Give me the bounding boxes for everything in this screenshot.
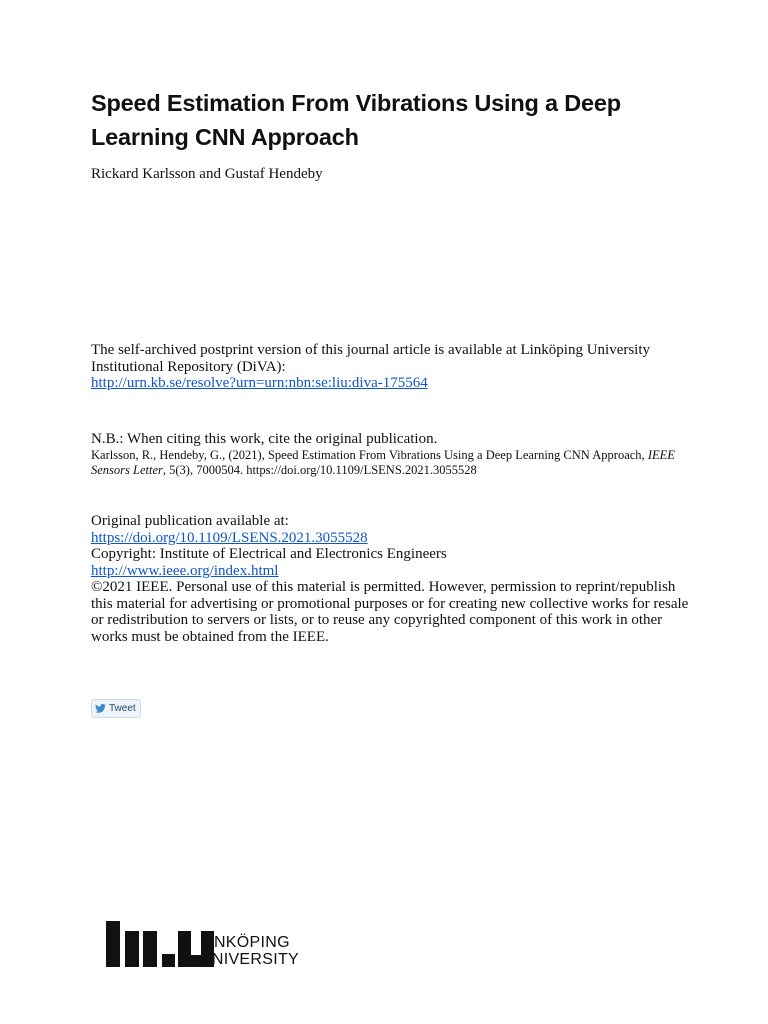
university-name	[200, 934, 299, 968]
copyright-line: Copyright: Institute of Electrical and Electronics Engineers	[91, 546, 447, 562]
citation-note: N.B.: When citing this work, cite the original publication.	[91, 431, 438, 447]
doi-link[interactable]: https://doi.org/10.1109/LSENS.2021.3055528	[91, 529, 368, 546]
university-name-line1: LINKÖPING	[200, 934, 290, 951]
citation-ref-start: Karlsson, R., Hendeby, G., (2021), Speed Estimation From Vibrations Using a Deep Learning CNN Approach,	[91, 447, 648, 462]
citation-section	[91, 431, 691, 478]
availability-section	[91, 342, 691, 392]
logo-bar-1	[106, 921, 120, 967]
citation-journal: IEEE Sensors Letter	[91, 447, 675, 477]
university-name-line2: UNIVERSITY	[200, 951, 300, 968]
logo-bar-2	[125, 931, 139, 967]
citation-ref-end: , 5(3), 7000504. https://doi.org/10.1109/LSENS.2021.3055528	[162, 462, 477, 477]
copyright-notice: ©2021 IEEE. Personal use of this material is permitted. However, permission to reprint/republish this material for advertising or promotional purposes or for creating new collective works for resale or redistribution to servers or lists, or to reuse any copyrighted component of this work in other works must be obtained from the IEEE.	[91, 579, 689, 645]
diva-link[interactable]: http://urn.kb.se/resolve?urn=urn:nbn:se:liu:diva-175564	[91, 375, 428, 391]
citation-reference	[91, 448, 691, 478]
twitter-bird-icon	[95, 704, 106, 713]
tweet-label: Tweet	[109, 703, 136, 714]
authors: Rickard Karlsson and Gustaf Hendeby	[91, 166, 323, 182]
logo-bar-3	[143, 931, 157, 967]
publisher-link[interactable]: http://www.ieee.org/index.html	[91, 562, 279, 579]
original-publication-section	[91, 513, 691, 645]
logo-dot	[162, 954, 175, 967]
availability-text: The self-archived postprint version of this journal article is available at Linköping University Institutional Repository (DiVA):	[91, 342, 651, 375]
tweet-button[interactable]	[91, 699, 141, 718]
original-label: Original publication available at:	[91, 513, 289, 529]
paper-title: Speed Estimation From Vibrations Using a Deep Learning CNN Approach	[91, 90, 621, 150]
